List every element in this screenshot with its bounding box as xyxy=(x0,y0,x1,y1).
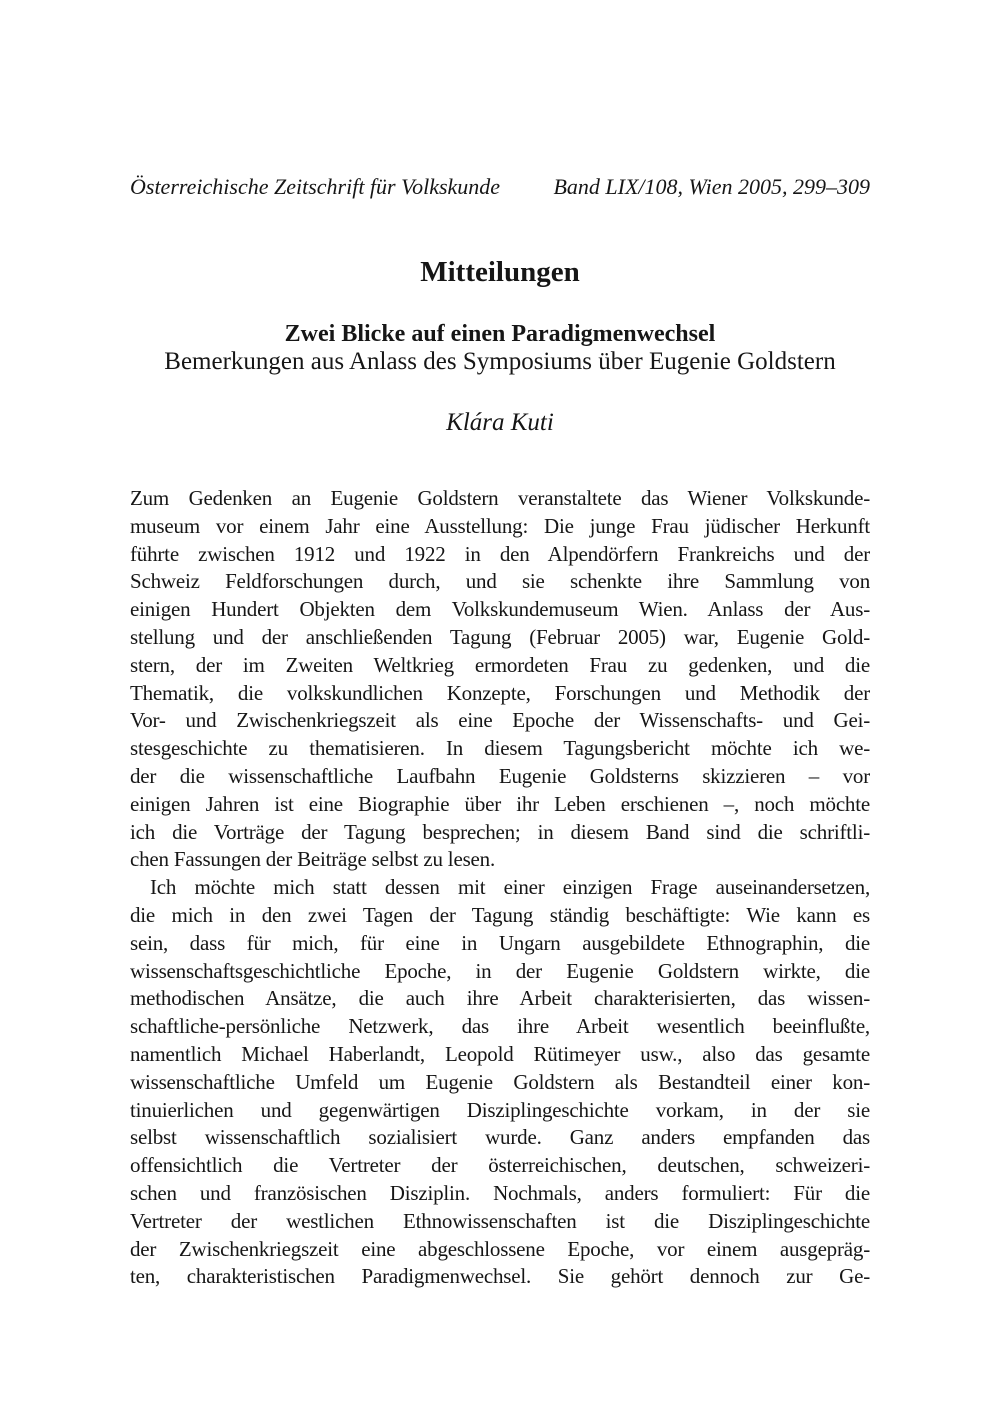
body-line: die mich in den zwei Tagen der Tagung ständig beschäftigte: Wie kann es xyxy=(130,902,870,927)
section-title: Mitteilungen xyxy=(420,256,580,288)
body-line: selbst wissenschaftlich sozialisiert wurde. Ganz anders empfanden das xyxy=(130,1125,870,1150)
body-line: Ich möchte mich statt dessen mit einer einzigen Frage auseinandersetzen, xyxy=(150,875,870,900)
article-author: Klára Kuti xyxy=(446,409,554,436)
body-line: wissenschaftliche Umfeld um Eugenie Goldstern als Bestandteil einer kon- xyxy=(130,1069,870,1094)
body-line: methodischen Ansätze, die auch ihre Arbeit charakterisierten, das wissen- xyxy=(130,986,870,1011)
body-line: schen und französischen Disziplin. Nochmals, anders formuliert: Für die xyxy=(130,1180,870,1205)
body-line: der die wissenschaftliche Laufbahn Eugenie Goldsterns skizzieren – vor xyxy=(130,763,870,788)
body-line: einigen Jahren ist eine Biographie über ihr Leben erschienen –, noch möchte xyxy=(130,791,870,816)
body-line: Schweiz Feldforschungen durch, und sie schenkte ihre Sammlung von xyxy=(130,569,870,594)
article-body xyxy=(130,485,870,1291)
body-line: stesgeschichte zu thematisieren. In diesem Tagungsbericht möchte ich we- xyxy=(130,736,870,761)
article-title: Zwei Blicke auf einen Paradigmenwechsel xyxy=(284,321,716,347)
journal-name: Österreichische Zeitschrift für Volkskunde xyxy=(130,174,501,199)
body-line: ten, charakteristischen Paradigmenwechsel. Sie gehört dennoch zur Ge- xyxy=(130,1264,870,1289)
body-line: offensichtlich die Vertreter der österreichischen, deutschen, schweizeri- xyxy=(130,1153,870,1178)
issue-info: Band LIX/108, Wien 2005, 299–309 xyxy=(553,174,870,199)
body-line: stern, der im Zweiten Weltkrieg ermordeten Frau zu gedenken, und die xyxy=(130,652,870,677)
body-line: schaftliche-persönliche Netzwerk, das ihre Arbeit wesentlich beeinflußte, xyxy=(130,1014,870,1039)
article-subtitle: Bemerkungen aus Anlass des Symposiums über Eugenie Goldstern xyxy=(164,348,836,375)
body-line: stellung und der anschließenden Tagung (Februar 2005) war, Eugenie Gold- xyxy=(130,624,870,649)
body-line: Vertreter der westlichen Ethnowissenschaften ist die Disziplingeschichte xyxy=(130,1208,870,1233)
running-head xyxy=(130,174,870,200)
body-line: ich die Vorträge der Tagung besprechen; in diesem Band sind die schriftli- xyxy=(130,819,870,844)
body-line: wissenschaftsgeschichtliche Epoche, in der Eugenie Goldstern wirkte, die xyxy=(130,958,870,983)
body-line: Zum Gedenken an Eugenie Goldstern veranstaltete das Wiener Volkskunde- xyxy=(130,486,870,510)
body-line: Thematik, die volkskundlichen Konzepte, Forschungen und Methodik der xyxy=(130,680,870,705)
body-line: namentlich Michael Haberlandt, Leopold Rütimeyer usw., also das gesamte xyxy=(130,1041,870,1066)
body-line: sein, dass für mich, für eine in Ungarn ausgebildete Ethnographin, die xyxy=(130,930,870,955)
body-line: tinuierlichen und gegenwärtigen Disziplingeschichte vorkam, in der sie xyxy=(130,1097,870,1122)
body-line: chen Fassungen der Beiträge selbst zu lesen. xyxy=(130,847,496,872)
body-line: Vor- und Zwischenkriegszeit als eine Epoche der Wissenschafts- und Gei- xyxy=(130,708,870,733)
body-line: führte zwischen 1912 und 1922 in den Alpendörfern Frankreichs und der xyxy=(130,541,870,566)
body-line: einigen Hundert Objekten dem Volkskundemuseum Wien. Anlass der Aus- xyxy=(130,597,870,622)
body-line: museum vor einem Jahr eine Ausstellung: Die junge Frau jüdischer Herkunft xyxy=(130,513,870,538)
body-line: der Zwischenkriegszeit eine abgeschlossene Epoche, vor einem ausgepräg- xyxy=(130,1236,870,1261)
